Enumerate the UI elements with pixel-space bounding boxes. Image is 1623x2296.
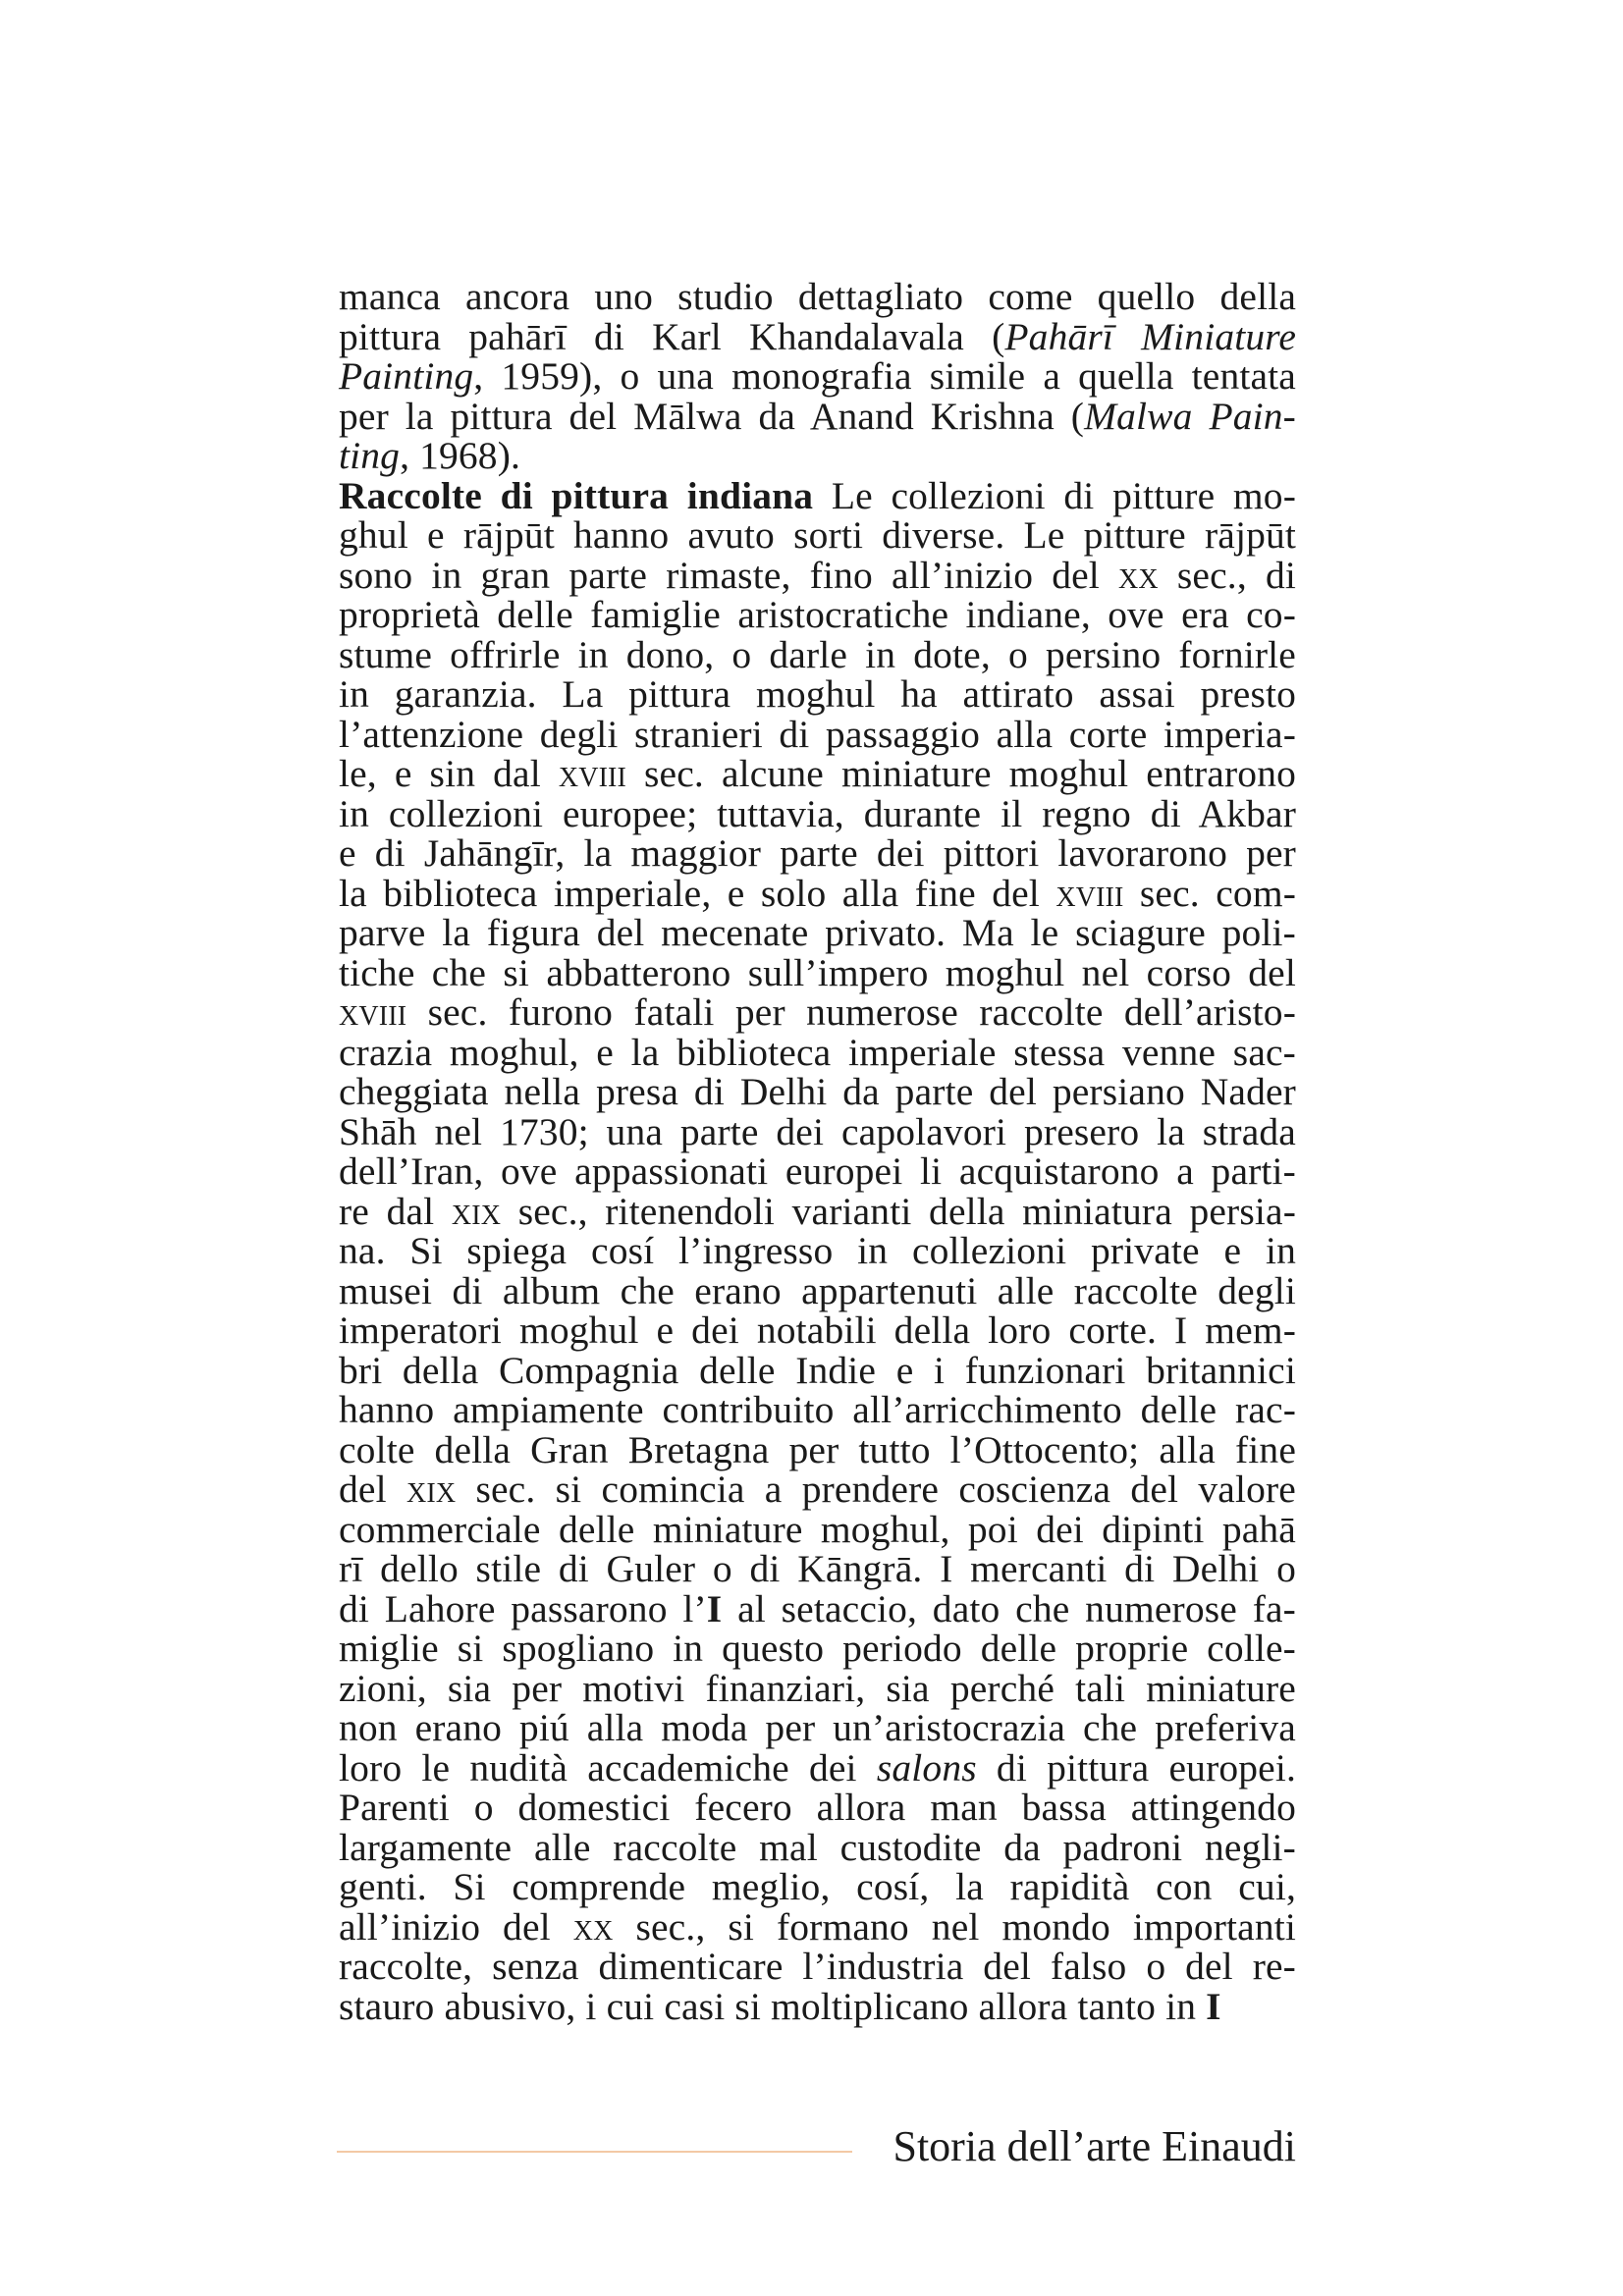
text-line: in collezioni europee; tuttavia, durante il regno di Akbar [339, 791, 1296, 835]
text-line: per la pittura del Mālwa da Anand Krishna (Malwa Pain- [339, 394, 1296, 438]
text-line: Raccolte di pittura indiana Le collezioni di pitture mo- [339, 473, 1296, 517]
text-line: proprietà delle famiglie aristocratiche indiane, ove era co- [339, 593, 1296, 636]
text-line: rī dello stile di Guler o di Kāngrā. I mercanti di Delhi o [339, 1547, 1296, 1590]
text-line: dell’Iran, ove appassionati europei li acquistarono a parti- [339, 1149, 1296, 1193]
text-line: miglie si spogliano in questo periodo delle proprie colle- [339, 1627, 1296, 1670]
text-line: di Lahore passarono l’I al setaccio, dato che numerose fa- [339, 1586, 1296, 1630]
text-line: Shāh nel 1730; una parte dei capolavori presero la strada [339, 1109, 1296, 1153]
text-line: stume offrirle in dono, o darle in dote, o persino fornirle [339, 632, 1296, 676]
text-line: colte della Gran Bretagna per tutto l’Ottocento; alla fine [339, 1427, 1296, 1471]
body-text [339, 277, 1296, 2026]
text-line: genti. Si comprende meglio, cosí, la rapidità con cui, [339, 1865, 1296, 1908]
text-line: loro le nudità accademiche dei salons di pittura europei. [339, 1745, 1296, 1789]
text-line: la biblioteca imperiale, e solo alla fine del xviii sec. com- [339, 871, 1296, 915]
text-line: stauro abusivo, i cui casi si moltiplicano allora tanto in I [339, 1984, 1221, 2028]
text-line: non erano piú alla moda per un’aristocrazia che preferiva [339, 1706, 1296, 1749]
text-line: e di Jahāngīr, la maggior parte dei pittori lavorarono per [339, 831, 1296, 875]
text-line: manca ancora uno studio dettagliato come quello della [339, 275, 1296, 318]
text-line: cheggiata nella presa di Delhi da parte del persiano Nader [339, 1070, 1296, 1113]
text-line: ting, 1968). [339, 434, 521, 477]
text-line: sono in gran parte rimaste, fino all’inizio del xx sec., di [339, 553, 1296, 597]
text-line: le, e sin dal xviii sec. alcune miniature moghul entrarono [339, 752, 1296, 795]
text-line: all’inizio del xx sec., si formano nel mondo importanti [339, 1904, 1296, 1949]
text-line: del xix sec. si comincia a prendere coscienza del valore [339, 1468, 1296, 1511]
text-line: commerciale delle miniature moghul, poi dei dipinti pahā [339, 1507, 1296, 1551]
text-line: l’attenzione degli stranieri di passaggio alla corte imperia- [339, 712, 1296, 756]
text-line: largamente alle raccolte mal custodite da padroni negli- [339, 1825, 1296, 1869]
text-line: Parenti o domestici fecero allora man bassa attingendo [339, 1786, 1296, 1829]
text-line: hanno ampiamente contribuito all’arricchimento delle rac- [339, 1388, 1296, 1431]
text-line: tiche che si abbatterono sull’impero moghul nel corso del [339, 950, 1296, 994]
text-line: crazia moghul, e la biblioteca imperiale stessa venne sac- [339, 1030, 1296, 1074]
text-line: ghul e rājpūt hanno avuto sorti diverse. Le pitture rājpūt [339, 513, 1296, 557]
text-line: imperatori moghul e dei notabili della loro corte. I mem- [339, 1308, 1296, 1352]
text-line: musei di album che erano appartenuti alle raccolte degli [339, 1268, 1296, 1312]
text-line: re dal xix sec., ritenendoli varianti della miniatura persia- [339, 1189, 1296, 1233]
text-line: pittura pahārī di Karl Khandalavala (Pahārī Miniature [339, 314, 1296, 358]
text-line: bri della Compagnia delle Indie e i funzionari britannici [339, 1348, 1296, 1392]
text-line: Painting, 1959), o una monografia simile a quella tentata [339, 354, 1296, 398]
text-line: xviii sec. furono fatali per numerose raccolte dell’aristo- [339, 990, 1296, 1034]
footer-rule [337, 2151, 852, 2153]
footer-label: Storia dell’arte Einaudi [893, 2122, 1296, 2170]
text-line: na. Si spiega cosí l’ingresso in collezioni private e in [339, 1229, 1296, 1272]
text-line: in garanzia. La pittura moghul ha attirato assai presto [339, 672, 1296, 716]
text-line: parve la figura del mecenate privato. Ma le sciagure poli- [339, 911, 1296, 954]
text-line: zioni, sia per motivi finanziari, sia perché tali miniature [339, 1666, 1296, 1710]
text-line: raccolte, senza dimenticare l’industria del falso o del re- [339, 1945, 1296, 1988]
